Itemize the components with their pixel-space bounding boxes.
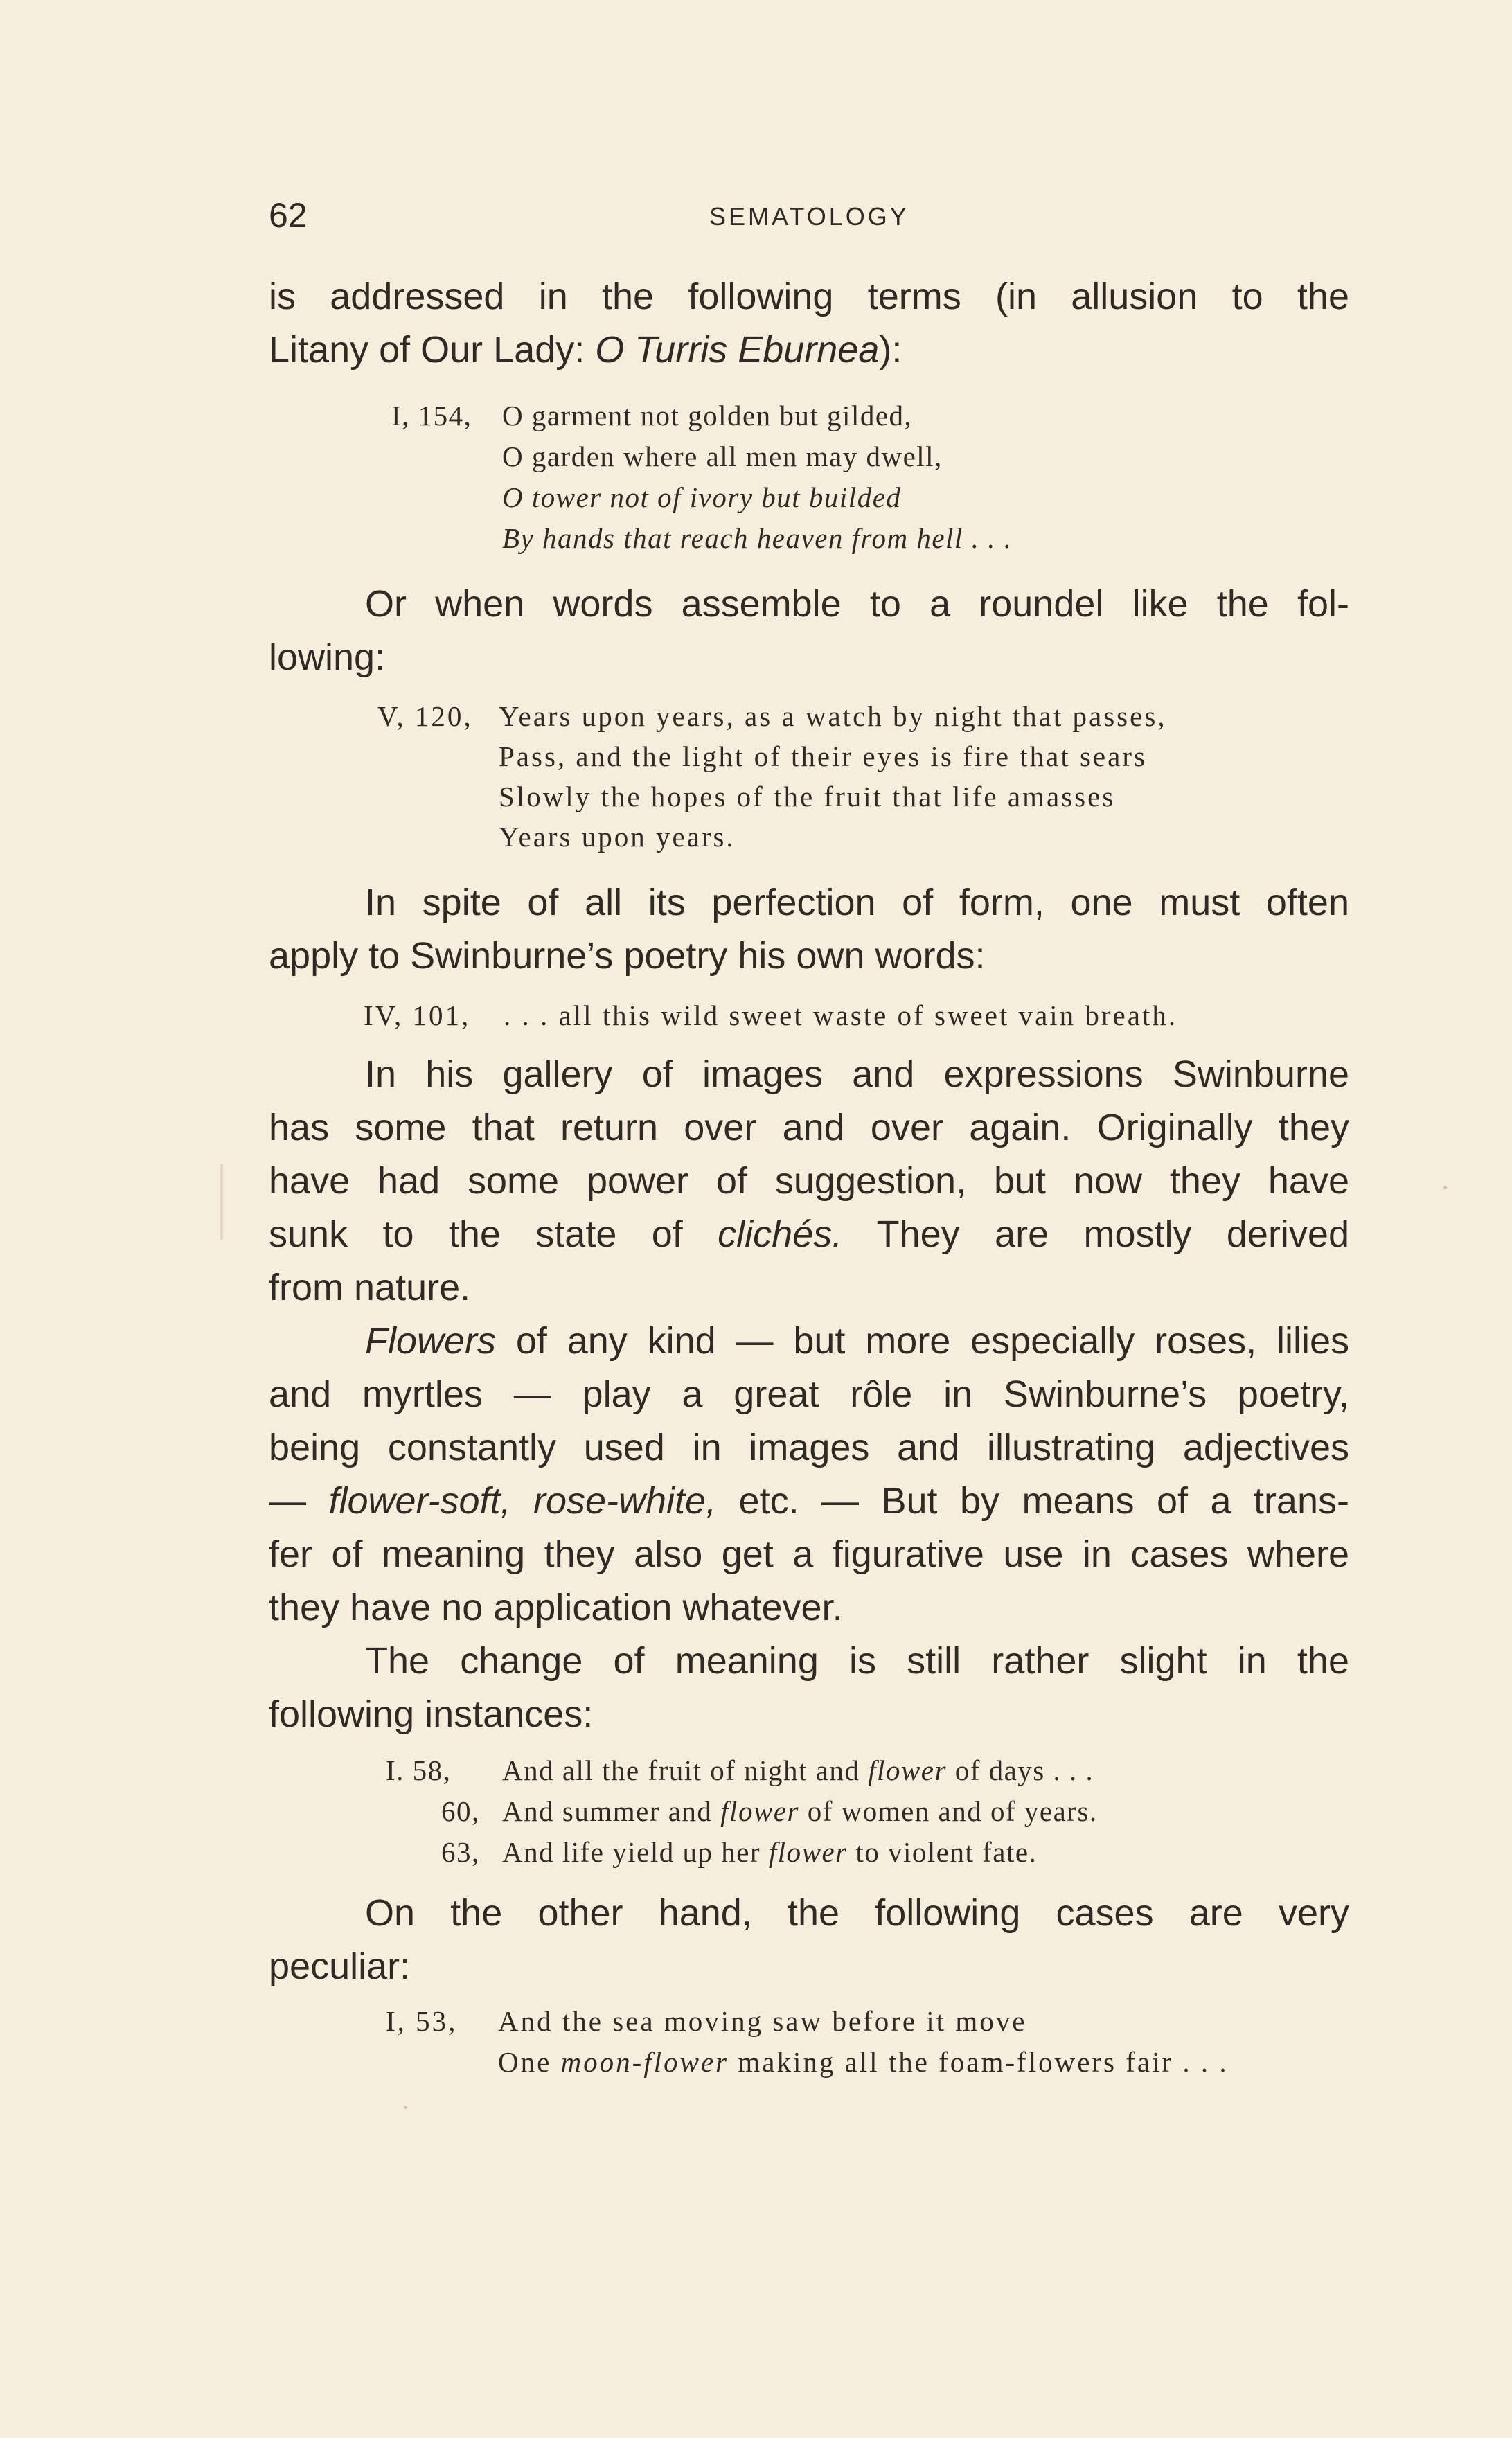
verse-line: O garden where all men may dwell, bbox=[502, 441, 943, 472]
verse-line: O garment not golden but gilded, bbox=[502, 400, 913, 431]
text-line: sunk to the state of clichés. They are mostly derived bbox=[269, 1213, 1349, 1255]
margin-mark bbox=[220, 1164, 223, 1240]
verse-line: And life yield up her flower to violent fate. bbox=[502, 1836, 1038, 1868]
paper-speck bbox=[404, 2106, 407, 2109]
verse-line: . . . all this wild sweet waste of sweet vain breath. bbox=[504, 999, 1178, 1031]
text-line: have had some power of suggestion, but now they have bbox=[269, 1160, 1349, 1202]
verse-line: Slowly the hopes of the fruit that life amasses bbox=[499, 781, 1116, 812]
text-line: Or when words assemble to a roundel like the fol- bbox=[365, 583, 1349, 625]
running-title: SEMATOLOGY bbox=[709, 202, 909, 231]
text-line: peculiar: bbox=[269, 1946, 411, 1987]
paper-speck bbox=[1443, 1186, 1447, 1189]
quote-reference: I. 58, bbox=[386, 1754, 452, 1786]
text-line: Litany of Our Lady: O Turris Eburnea): bbox=[269, 329, 902, 371]
quote-reference: 63, bbox=[441, 1836, 480, 1868]
verse-line: O tower not of ivory but builded bbox=[502, 481, 902, 513]
quote-reference: 60, bbox=[441, 1795, 480, 1827]
verse-line: Pass, and the light of their eyes is fire that sears bbox=[499, 740, 1147, 772]
quote-reference: I, 154, bbox=[391, 400, 472, 431]
text-line: Flowers of any kind — but more especially roses, lilies bbox=[365, 1320, 1349, 1362]
verse-line: One moon-flower making all the foam-flowers fair . . . bbox=[498, 2046, 1229, 2078]
text-line: and myrtles — play a great rôle in Swinburne’s poetry, bbox=[269, 1373, 1349, 1415]
verse-line: By hands that reach heaven from hell . . . bbox=[502, 522, 1013, 554]
verse-line: And the sea moving saw before it move bbox=[498, 2005, 1027, 2037]
text-line: being constantly used in images and illustrating adjectives bbox=[269, 1427, 1349, 1468]
text-line: following instances: bbox=[269, 1693, 594, 1735]
quote-reference: V, 120, bbox=[377, 700, 473, 732]
text-line: apply to Swinburne’s poetry his own words: bbox=[269, 935, 986, 977]
page-number: 62 bbox=[269, 196, 308, 235]
text-line: is addressed in the following terms (in allusion to the bbox=[269, 276, 1349, 317]
text-line: has some that return over and over again. Originally they bbox=[269, 1107, 1349, 1148]
text-line: The change of meaning is still rather slight in the bbox=[365, 1640, 1349, 1682]
text-line: from nature. bbox=[269, 1267, 471, 1308]
text-line: they have no application whatever. bbox=[269, 1587, 843, 1628]
verse-line: And all the fruit of night and flower of days . . . bbox=[502, 1754, 1094, 1786]
text-line: In his gallery of images and expressions Swinburne bbox=[365, 1053, 1349, 1095]
quote-reference: IV, 101, bbox=[364, 999, 471, 1031]
verse-line: Years upon years, as a watch by night that passes, bbox=[499, 700, 1167, 732]
verse-line: And summer and flower of women and of years. bbox=[502, 1795, 1098, 1827]
quote-reference: I, 53, bbox=[386, 2005, 458, 2037]
text-line: In spite of all its perfection of form, one must often bbox=[365, 882, 1349, 923]
verse-line: Years upon years. bbox=[499, 821, 736, 853]
text-line: On the other hand, the following cases are very bbox=[365, 1892, 1349, 1934]
text-line: — flower-soft, rose-white, etc. — But by means of a trans- bbox=[269, 1480, 1349, 1522]
text-line: fer of meaning they also get a figurative use in cases where bbox=[269, 1533, 1349, 1575]
text-line: lowing: bbox=[269, 637, 386, 678]
